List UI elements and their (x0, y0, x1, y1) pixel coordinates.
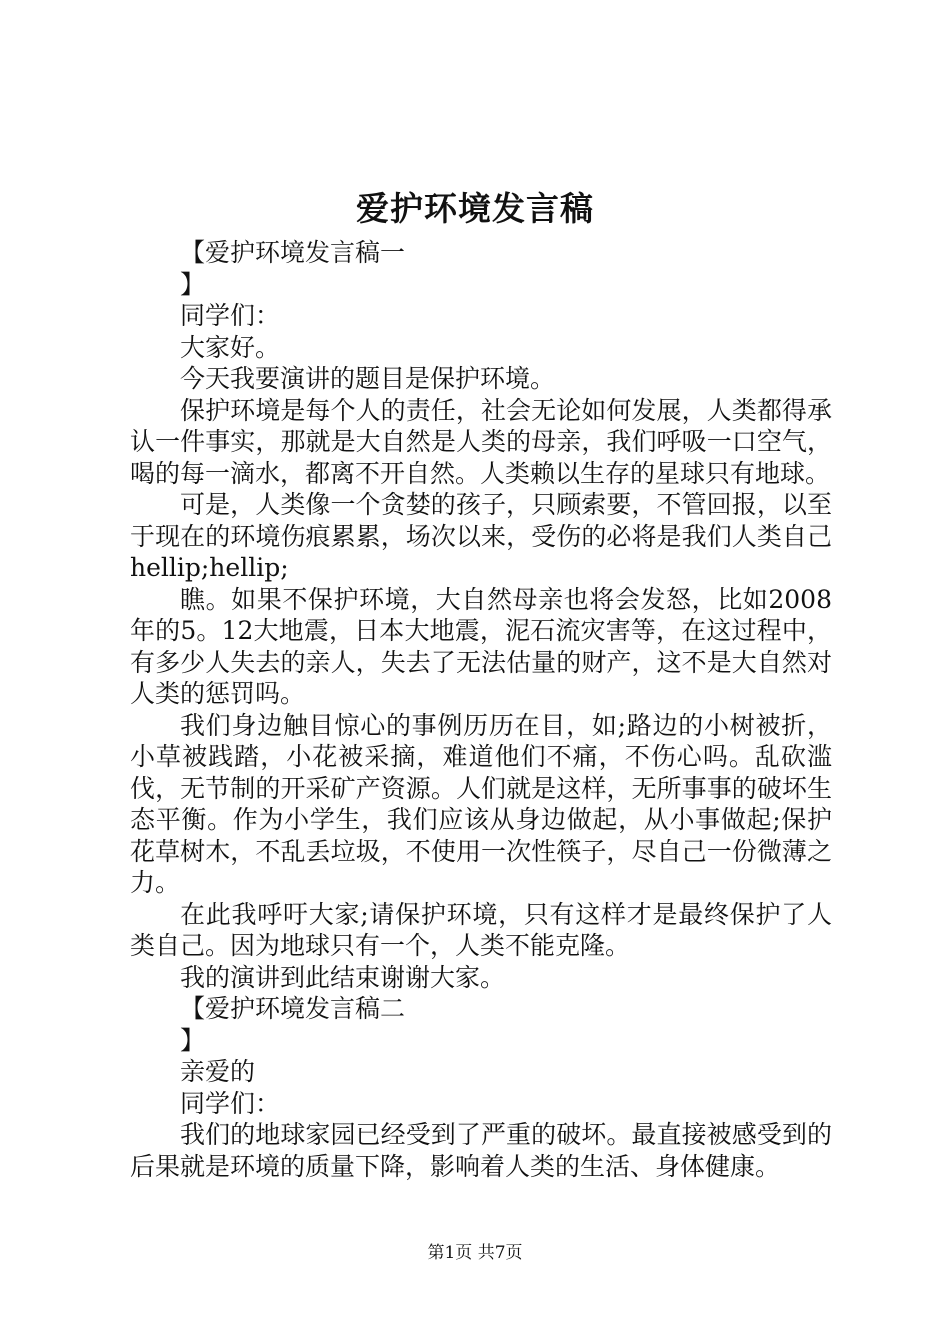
section-heading-bracket: 】 (180, 269, 206, 299)
section-heading: 【爱护环境发言稿二 (180, 994, 406, 1023)
paragraph: 保护环境是每个人的责任，社会无论如何发展，人类都得承认一件事实，那就是大自然是人类的母亲，我们呼吸一口空气，喝的每一滴水，都离不开自然。人类赖以生存的星球只有地球。 (130, 395, 832, 488)
paragraph: 我们的地球家园已经受到了严重的破坏。最直接被感受到的后果就是环境的质量下降，影响着人类的生活、身体健康。 (130, 1120, 832, 1181)
greeting: 大家好。 (180, 332, 281, 362)
paragraph: 今天我要演讲的题目是保护环境。 (180, 364, 556, 393)
section-heading: 【爱护环境发言稿一 (180, 238, 406, 267)
salutation: 同学们： (180, 1088, 281, 1118)
section-heading-bracket: 】 (180, 1025, 206, 1055)
paragraph: 可是，人类像一个贪婪的孩子，只顾索要，不管回报，以至于现在的环境伤痕累累，场次以来，受伤的必将是我们人类自己hellip;hellip; (130, 490, 832, 582)
paragraph: 在此我呼吁大家;请保护环境，只有这样才是最终保护了人类自己。因为地球只有一个，人类不能克隆。 (130, 899, 832, 960)
salutation: 亲爱的 (180, 1057, 256, 1086)
paragraph: 瞧。如果不保护环境，大自然母亲也将会发怒，比如2008年的5。12大地震，日本大地震，泥石流灾害等，在这过程中，有多少人失去的亲人，失去了无法估量的财产，这不是大自然对人类的惩罚吗。 (130, 584, 832, 708)
page-footer: 第1页 共7页 (427, 1243, 523, 1263)
closing: 我的演讲到此结束谢谢大家。 (180, 962, 506, 992)
document-title: 爱护环境发言稿 (356, 189, 594, 228)
salutation: 同学们： (180, 301, 281, 330)
document-body (130, 237, 832, 1182)
paragraph: 我们身边触目惊心的事例历历在目，如;路边的小树被折，小草被践踏，小花被采摘，难道他们不痛，不伤心吗。乱砍滥伐，无节制的开采矿产资源。人们就是这样，无所事事的破坏生态平衡。作为小学生，我们应该从身边做起，从小事做起;保护花草树木，不乱丢垃圾，不使用一次性筷子，尽自己一份微薄之力。 (130, 710, 832, 897)
